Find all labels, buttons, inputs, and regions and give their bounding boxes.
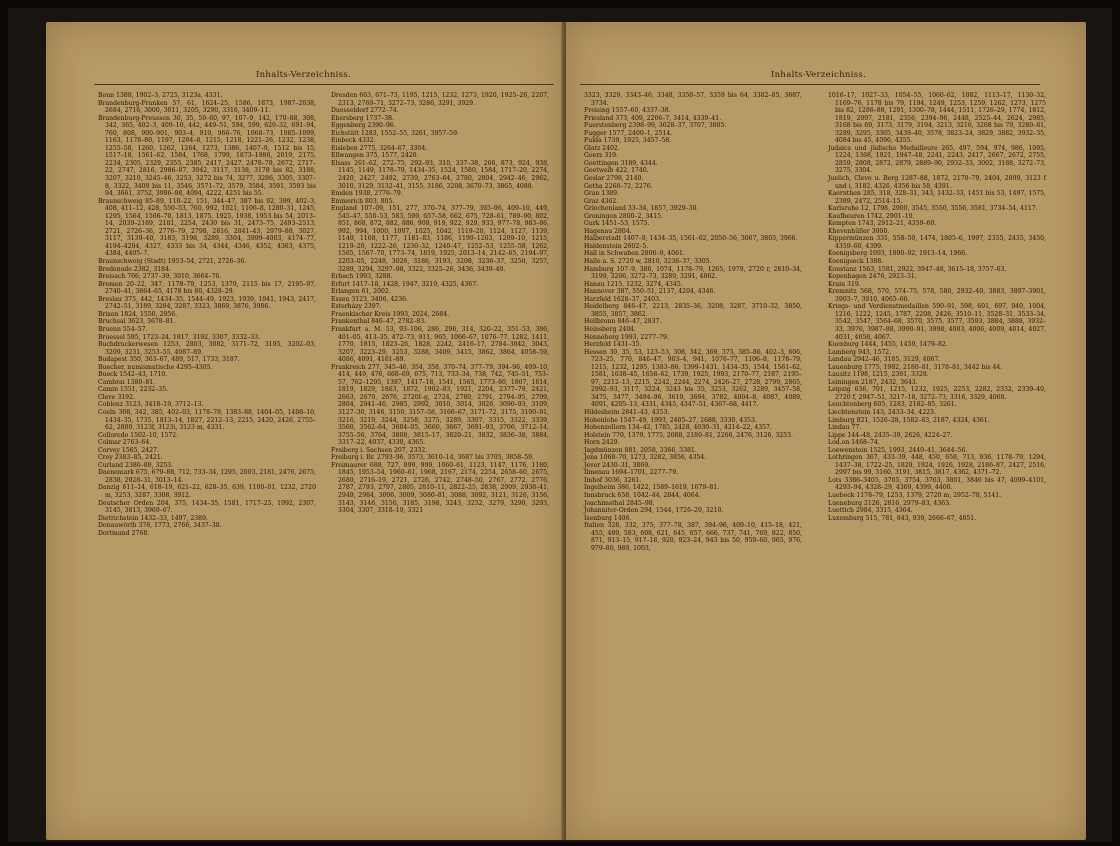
- index-entry: Khevenhüller 3000.: [828, 227, 890, 235]
- index-entry: Kippermünzen 331, 558–59, 1474, 1805–6, 1997, 2355, 2435, 3450, 4359–60, 4399.: [828, 235, 1046, 250]
- index-entry: Duesseldorf 2772–74.: [331, 107, 399, 115]
- index-entry: 3323, 3329, 3343–46, 3348, 3350–57, 3359 bis 64, 3382–85, 3687, 3734.: [584, 92, 802, 107]
- index-entry: Leuchtenberg 605, 1283, 2182–85, 3261.: [828, 401, 957, 409]
- index-entry: Kaernthen 285, 318, 328–31, 343, 1432–33, 1451 bis 53, 1497, 1575, 2389, 2472, 2514–15.: [828, 190, 1046, 205]
- index-entry: Emmerich 803, 805.: [331, 197, 395, 205]
- index-entry: Ellwangen 375, 1577, 2420.: [331, 152, 419, 160]
- index-entry: Emden 1938, 2776–79.: [331, 190, 403, 198]
- index-entry: Coeln 308, 342, 385, 402–03, 1178–79, 1383–88, 1404–05, 1408–10, 1434–35, 1735, 1813–14, 1827, 2212–13, 2215, 2420, 2426, 2755–62, 2800, 3123f, 3123i, 3123 m, 4331.: [98, 408, 316, 432]
- index-entry: Cambrai 1380–81.: [98, 378, 156, 386]
- index-entry: Frankfurt a. M. 53, 93–106, 286, 296, 314, 320–22, 351–53, 386, 401–05, 413–35, 472–73, 911, 965, 1066–67, 1076–77, 1282, 1411, 1770, 1815, 1823–26, 1828, 2242, 2416–17, 2784–3042, 3043, 3207, 3223–29, 3253, 3288, 3409, 3415, 3862, 3864, 4058–59, 4086, 4091, 4181–89.: [331, 325, 549, 364]
- index-entry: Budapest 350, 363–67, 489, 517, 1733, 3187.: [98, 356, 240, 364]
- index-entry: Hohenlohe 1547–49, 1993, 2405–27, 2688, 3330, 4353.: [584, 416, 757, 424]
- index-entry: Kriegs- und Verdienstmedaillen 590–91, 598, 601, 697, 940, 1004, 1216, 1222, 1245, 1787, 2208, 2426, 3510–11, 3528–31, 3533–34, 3542, 3547, 3564–68, 3570, 3575, 3577, 3593, 3884, 3888, 3932–33, 3976, 3987–88, 3990–91, 3998, 4003, 4006, 4009, 4014, 4027, 4031, 4058, 4067.: [828, 303, 1046, 341]
- index-entry: Halberstadt 1407–9, 1434–35, 1561–62, 2050–56, 3067, 3803, 3966.: [584, 235, 798, 243]
- index-entry: Leipzig 636, 701, 1215, 1232, 1925, 2253, 2282, 2332, 2339–40, 2720 f, 2947–51, 3217–18, 3272–73, 3316, 3329, 4068.: [828, 386, 1046, 401]
- index-entry: Hanau 1215, 1232, 3274, 4345.: [584, 280, 683, 288]
- index-entry: Innsbruck 658, 1042–44, 2844, 4064.: [584, 491, 701, 499]
- index-entry: Fraenkischer Kreis 1993, 2024, 2684.: [331, 310, 450, 318]
- index-entry: Gotha 2268–72, 2276.: [584, 182, 653, 190]
- index-entry: Heinsberg 2404.: [584, 325, 637, 333]
- index-entry: Erlangen 61, 2002.: [331, 288, 391, 296]
- index-entry: Imhof 3036, 3261.: [584, 476, 642, 484]
- index-entry: Lindau 77.: [828, 424, 862, 432]
- index-entry: Haldenstein 2602–5.: [584, 242, 649, 250]
- index-entry: Buecher, numismatische 4295–4305.: [98, 363, 213, 371]
- index-entry: Graz 4362.: [584, 197, 619, 205]
- index-column-1: [98, 92, 316, 537]
- index-entry: Dietrichstein 1432–33, 1497, 2389.: [98, 514, 208, 522]
- index-entry: Erbach 1993, 3288.: [331, 273, 393, 281]
- index-entry: Bruenn 554–57.: [98, 325, 148, 333]
- index-entry: Bruessel 595, 1723–24, 1817, 3192, 3307, 3332–33.: [98, 333, 260, 341]
- index-entry: Freimaurer 688, 727, 899, 999, 1060–61, 1123, 1147, 1176, 1180, 1845, 1953–54, 1960–61, 1968, 2167, 2174, 2254, 2658–60, 2675, 2680, 2716–19, 2721, 2726, 2742, 2748–50, 2767, 2772, 2776, 2787, 2793, 2797, 2805, 2810–11, 2822–25, 2838, 2909, 2938–41, 2949, 2984, 3006, 3009, 3080–81, 3088, 3092, 3121, 3126, 3156, 3143, 3146, 3156, 3185, 3198, 3243, 3252, 3279, 3290, 3293, 3304, 3307, 3318–19, 3321: [331, 461, 549, 515]
- index-entry: Bredenode 2382, 3184.: [98, 265, 171, 273]
- index-entry: Hohenzollern 134–42, 1785, 2428, 4030–31, 4214–22, 4357.: [584, 424, 772, 432]
- index-entry: Frankenthal 846–47, 2782–83.: [331, 318, 427, 326]
- index-entry: Johanniter-Orden 294, 1544, 1726–29, 3210.: [584, 507, 724, 515]
- index-entry: Hall in Schwaben 2806–9, 4061.: [584, 250, 685, 258]
- index-entry: Halle a. S. 2720 w, 2810, 3236–37, 3305.: [584, 258, 712, 266]
- index-entry: Bruchsal 3623, 3678–81.: [98, 318, 176, 326]
- index-entry: Luebeck 1178–79, 1253, 1379, 2720 m, 2952–78, 5141.: [828, 491, 1002, 499]
- index-entry: Ebersberg 1737–38.: [331, 114, 394, 122]
- index-entry: Kaufbeuren 1742, 2901–10.: [828, 212, 915, 220]
- index-column-2: [331, 92, 549, 515]
- index-entry: Hannover 387, 550–51, 2137, 4204, 4346.: [584, 288, 716, 296]
- index-entry: Krain 319.: [828, 280, 861, 288]
- index-entry: Breslau 375, 442, 1434–35, 1544–49, 1923, 1939, 1941, 1943, 2417, 2742–51, 3189, 3284, 3287, 3323, 3869, 3876, 3986.: [98, 295, 316, 311]
- index-entry: Fuerstenberg 2398–99, 3628–37, 3707, 3805.: [584, 122, 727, 130]
- index-entry: England 107–09, 151, 277, 370–74, 377–79, 395–96, 409–10, 449, 545–47, 550–53, 583, 599, 657–58, 662, 675, 728–61, 789–90, 802, 851, 868, 872, 882, 886, 908, 919, 922, 929, 933, 977–78, 983–86, 992, 994, 1000, 1007, 1025, 1042, 1119–20, 1124, 1127, 1139, 1149, 1168, 1177, 1181–83, 1186, 1199–1203, 1209–10, 1215, 1219–20, 1222–26, 1230–32, 1240–47, 1252–53, 1255–58, 1262, 1565, 1567–70, 1773–74, 1819, 1925, 2013–14, 2142–65, 2194–97, 2203–05, 2248, 3026, 3186, 3193, 3208, 3236–37, 3250, 3257, 3289, 3294, 3297–98, 3322, 3325–26, 3436, 3439–40.: [331, 205, 549, 273]
- index-entry: Camin 1551, 2232–35.: [98, 386, 169, 394]
- index-entry: Griechenland 33–34, 1857, 3929–30.: [584, 205, 699, 213]
- index-entry: Jever 2430–31, 3869.: [584, 461, 651, 469]
- index-entry: Heilbronn 846–47, 2837.: [584, 318, 662, 326]
- index-entry: Colloredo 1502–10, 1572.: [98, 431, 179, 439]
- index-entry: Eichstätt 1283, 1552–55, 3261, 3957–59.: [331, 129, 459, 137]
- index-entry: Bonn 1388, 1902–3, 2725, 3123a, 4331.: [98, 92, 223, 99]
- index-entry: Donauwörth 378, 1773, 2766, 3437–38.: [98, 522, 222, 530]
- book-spread: [8, 8, 1112, 842]
- index-entry: Cleve 3192.: [98, 393, 135, 401]
- index-entry: Hessen 30, 35, 53, 123–53, 308, 342, 369, 375, 385–86, 402–3, 606, 723–25, 770, 846–47, 903–4, 941, 1076–77, 1106–8, 1178–79, 1215, 1232, 1295, 1383–86, 1399–1431, 1434–35, 1544, 1561–62, 1581, 1638–45, 1658–62, 1739, 1925, 1993, 2170–77, 2187, 2195–97, 2212–13, 2215, 2242, 2244, 2274, 2426–27, 2728, 2799, 2865, 2992–93, 3117, 3224, 3243 bis 35, 3253, 3262, 3289, 3457–58, 3475, 3477, 3494–96, 3619, 3694, 3782, 4004–8, 4087, 4089, 4091, 4205–13, 4331, 4345, 4347–51, 4367–68, 4417.: [584, 348, 802, 409]
- index-entry: Erfurt 1417–18, 1428, 1947, 3219, 4325, 4367.: [331, 280, 479, 288]
- index-entry: Eggenberg 2390–96.: [331, 122, 396, 130]
- index-column-3: [584, 92, 802, 552]
- index-entry: Gran 1389.: [584, 190, 619, 198]
- index-entry: Landau 2942–46, 3185, 3129, 4067.: [828, 356, 941, 364]
- index-entry: Dresden 663, 671–73, 1195, 1215, 1232, 1273, 1920, 1925–26, 2207, 2313, 2769–71, 3272–73, 3286, 3291, 3929.: [331, 92, 549, 107]
- index-entry: Juelich, Cleve u. Berg 1287–88, 1872, 2178–79, 2404, 2899, 3123 f und i, 3182, 4326, 4356 bis 58, 4391.: [828, 175, 1046, 190]
- left-page-header: Inhalts-Verzeichniss.: [256, 70, 351, 80]
- index-entry: Essen 3123, 3406, 4236.: [331, 295, 408, 303]
- index-entry: Goettingen 3189, 4344.: [584, 159, 658, 167]
- index-entry: Lueneburg 2126, 2816, 2979–83, 4363.: [828, 499, 952, 507]
- index-entry: Croy 2383–85, 2421.: [98, 454, 163, 462]
- index-entry: Holstein 770, 1379, 1775, 2088, 2180–81, 2266, 2476, 3126, 3253.: [584, 431, 793, 439]
- index-entry: Curland 2386–88, 3253.: [98, 461, 174, 469]
- index-entry: Konstanz 1563, 1581, 2922, 3947–48, 3615–18, 3757–63.: [828, 265, 1007, 273]
- index-entry: Koenigsberg 1093, 1890–92, 1913–14, 1966.: [828, 250, 968, 258]
- right-header-rule: [580, 84, 1040, 85]
- index-entry: Ilmenau 1694–1701, 2277–79.: [584, 469, 679, 477]
- index-entry: Breisach 766, 2737–39, 3010, 3664–76.: [98, 273, 222, 281]
- index-entry: Daenemark 675, 679–88, 712, 733–34, 1295, 2003, 2181, 2476, 2675, 2838, 2928–31, 3013–14.: [98, 469, 316, 484]
- index-entry: Koenigseck 1388.: [828, 258, 884, 266]
- index-entry: Joachimsthal 2845–98.: [584, 499, 655, 507]
- index-entry: Eisleben 2775, 3264–67, 3304.: [331, 144, 428, 152]
- index-entry: Hamburg 107–9, 386, 1074, 1178–79, 1265, 1979, 2720 r, 2810–34, 3199, 3206, 3272–73, 3289, 3291, 4062.: [584, 265, 802, 281]
- index-entry: Lod.on 1468–74.: [828, 439, 880, 447]
- index-entry: Jagdmünzen 881, 2058, 3366, 3381.: [584, 446, 697, 454]
- index-entry: Freiburg i. Br. 2793–96, 3573, 3610–14, 3687 bis 3705, 3858–59.: [331, 454, 534, 462]
- index-entry: Heidelberg 846–47, 2213, 2835–36, 3208, 3287, 3710–32, 3850, 3855, 3857, 3862.: [584, 303, 802, 318]
- index-entry: Harzfeld 1628–37, 2403.: [584, 295, 661, 303]
- index-entry: Lothringen 367, 433–39, 448, 450, 658, 713, 936, 1178–79, 1294, 1437–38, 1722–25, 1829, 1924, 1926, 1928, 2186–87, 2427, 2516, 2997 bis 99, 3160, 3191, 3815, 3817, 4362, 4371–72.: [828, 454, 1046, 477]
- index-entry: Lausitz 1198, 1215, 2301, 3329.: [828, 371, 929, 379]
- index-entry: Hagenau 2804.: [584, 227, 632, 235]
- index-entry: Buchdruckerwesen 1253, 2803, 3082, 3171–72, 3195, 3202–03, 3209, 3231, 3253–55, 4087–89.: [98, 341, 316, 356]
- index-column-4: [828, 92, 1046, 522]
- index-entry: Horn 2429.: [584, 439, 620, 447]
- index-entry: Luettich 2984, 3315, 4364.: [828, 507, 913, 515]
- index-entry: Judaica und jüdische Medailleure 265, 497, 594, 974, 986, 1095, 1224, 1368, 1921, 1947–48, 2241, 2243, 2417, 2667, 2672, 2755, 2859, 2808, 2872, 2879, 2889–90, 2932–33, 3002, 3188, 3272–73, 3275, 3304.: [828, 144, 1046, 175]
- index-entry: Brandenburg-Franken 57, 61, 1624–25, 1586, 1873, 1987–2038, 2684, 2716, 3000, 3011, 3205, 3290, 3316, 3409–11.: [98, 99, 316, 115]
- index-entry: Leiningen 2187, 2432, 3643.: [828, 378, 918, 386]
- index-entry: Freiberg i. Sachsen 207, 2332.: [331, 446, 428, 454]
- index-entry: Frankreich 277, 345–46, 354, 358, 370–74, 377–79, 394–96, 409–10, 414, 449, 476, 668–69, 675, 713, 733–34, 738, 742, 745–51, 753–57, 762–1295, 1387, 1417–18, 1541, 1565, 1773–80, 1807, 1814, 1819, 1829, 1863, 1872, 1902–03, 1921, 2204, 2377–79, 2421, 2663, 2670, 2676, 2720f–g, 2724, 2780, 2791, 2794–95, 2799, 2804, 2941–46, 2985, 2992, 3010, 3014, 3026, 3090–93, 3109, 3127–30, 3146, 3150, 3157–58, 3166–67, 3171–72, 3175, 3190–91, 3216, 3219, 3244, 3258, 3275, 3289, 3307, 3315, 3322, 3339, 3560, 3562–64, 3604–05, 3660, 3667, 3691–93, 3706, 3712–14, 3755–56, 3764, 3808, 3815–17, 3820–21, 3832, 3836–38, 3884, 3317–22, 4037, 4330, 4365.: [331, 363, 549, 447]
- index-entry: Lippe 144–48, 2435–39, 2626, 4224–27.: [828, 431, 953, 439]
- index-entry: Fugger 1577, 2400–1, 2514.: [584, 129, 673, 137]
- right-page-header: Inhalts-Verzeichniss.: [771, 70, 866, 80]
- left-page: [46, 22, 564, 840]
- index-entry: Karlsruhe 12, 1798, 2900, 3545, 3550, 3556, 3581, 3734–54, 4117.: [828, 205, 1038, 213]
- index-entry: Lots 3386–3405, 3705, 3754, 3763, 3801, 3846 bis 47, 4099–4101, 4293–94, 4328–29, 4369, 4399, 4400.: [828, 476, 1046, 492]
- index-entry: 1016–17, 1027–33, 1054–55, 1060–62, 1082, 1113–17, 1130–32, 1169–76, 1178 bis 79, 1194, 1249, 1253, 1259, 1262, 1273, 1275 bis 82, 1286–88, 1291, 1300–78, 1444, 1511, 1726–29, 1774, 1812, 1819, 2097, 2181, 2356, 2394–96, 2448, 2525–44, 2624, 2985, 3168 bis 69, 3173, 3179, 3194, 3213, 3216, 3268 bis 70, 3280–81, 3289, 3295, 3305, 3439–40, 3578, 3823–24, 3829, 3882, 3932–35, 4084 bis 45, 4096, 4355.: [828, 92, 1046, 145]
- index-entry: Lauenburg 1775, 1982, 2180–81, 3178–81, 3442 bis 44.: [828, 363, 1003, 371]
- index-entry: Kopenhagen 2476, 2923–31.: [828, 273, 917, 281]
- index-entry: Goerz 319.: [584, 152, 619, 160]
- index-entry: Braunschweig 85–89, 110–22, 151, 344–47, 387 bis 92, 399, 402–3, 408, 411–12, 428, 550–53, 760, 992, 1021, 1106–8, 1280–31, 1245, 1295, 1564, 1566–70, 1813, 1875, 1925, 1938, 1953 bis 54, 2013–14, 2039–2169, 2181, 2254, 2430 bis 31, 2473–75, 2493–2513, 2721, 2726–36, 2776–79, 2798, 2816, 2841–43, 2979–88, 3027, 3117, 3139–40, 3183, 3198, 3289, 3304, 3999–4003, 4174–77, 4194–4204, 4327, 4333 bis 34, 4344, 4346, 4352, 4363, 4375, 4384, 4405–7.: [98, 197, 316, 258]
- left-header-rule: [94, 84, 554, 85]
- index-entry: Kremnitz 568, 570, 574–75, 578, 580, 2932–40, 3883, 3897–3901, 3903–7, 3910, 4065–66.: [828, 288, 1046, 303]
- index-entry: Liechtenstein 143, 2433–34, 4223.: [828, 408, 936, 416]
- index-entry: Freising 1557–60, 4337–38.: [584, 107, 671, 115]
- index-entry: Danzig 611–14, 618–19, 621–22, 628–35, 639, 1100–01, 1232, 2720 m, 3253, 3287, 3308, 3912.: [98, 484, 316, 499]
- index-entry: Loewenstein 1525, 1993, 2440–41, 3644–56.: [828, 446, 968, 454]
- index-entry: Herzfeld 1431–35.: [584, 341, 642, 349]
- index-entry: Kuenburg 1444, 1455, 1459, 1479–82.: [828, 341, 948, 349]
- index-entry: Goslar 2798, 2140.: [584, 175, 644, 183]
- index-entry: Kempten 1743, 2912–21, 4359–60.: [828, 220, 937, 228]
- index-entry: Fulda 1739, 1925, 3457–58.: [584, 137, 672, 145]
- index-entry: Lamberg 943, 1572.: [828, 348, 892, 356]
- index-entry: Corvey 1565, 2427.: [98, 446, 159, 454]
- index-entry: Italien 328, 332, 375, 377–78, 387, 394–96, 409–10, 415–18, 421, 455, 489, 583, 608, 621, 645, 657, 666, 737, 741, 769, 822, 850, 871, 913–15, 917–18, 920, 923–24, 943 bis 50, 959–60, 965, 976, 979–80, 989, 1003,: [584, 522, 802, 552]
- index-entry: Henneberg 1993, 2277–79.: [584, 333, 669, 341]
- index-entry: Brixen 1824, 1550, 2956.: [98, 310, 178, 318]
- index-entry: Friesland 373, 409, 2206–7, 3414, 4339–41.: [584, 114, 722, 122]
- index-entry: Glatz 2402.: [584, 144, 620, 152]
- index-entry: Gurk 1451–53, 1575.: [584, 220, 650, 228]
- index-entry: Braunschweig (Stadt) 1953–54, 2721, 2726–36.: [98, 258, 247, 266]
- index-entry: Limburg 821, 1526–28, 1582–83, 2187, 4324, 4361.: [828, 416, 990, 424]
- index-entry: Luxemburg 515, 781, 843, 939, 2666–67, 4051.: [828, 514, 977, 522]
- index-entry: Elsass 261–62, 272–75, 292–93, 310, 337–38, 266, 873, 924, 938, 1145, 1149, 1178–79, 1434–35, 1524, 1580, 1584, 1717–20, 2274, 2420, 2427, 2492, 2739, 2763–64, 2780, 2804, 2942–46, 2962, 3010, 3129, 3132–41, 3155, 3186, 3208, 3670–73, 3865, 4088.: [331, 159, 549, 190]
- index-entry: Dortmund 2768.: [98, 529, 150, 537]
- index-entry: Isenburg 1406.: [584, 514, 632, 522]
- index-entry: Colmar 2763–64.: [98, 439, 152, 447]
- index-entry: Goetweih 422, 1740.: [584, 167, 649, 175]
- index-entry: Einbeck 4332.: [331, 137, 376, 145]
- index-entry: Bueck 1542–43, 1710.: [98, 371, 168, 379]
- index-entry: Esterházy 2397.: [331, 303, 382, 311]
- index-entry: Ingelheim 386, 1422, 1589–1619, 1679–81.: [584, 484, 720, 492]
- index-entry: Brandenburg-Preussen 30, 35, 59–60, 97, 107–9, 142, 170–88, 308, 342, 365, 402–3, 409–10, 442, 449–51, 594, 599, 629–32, 691–94, 760, 808, 900–901, 903–4, 919, 966–76, 1068–73, 1085–1099, 1163, 1178–80, 1197, 1204–8, 1215, 1218, 1221–26, 1232, 1238, 1255–58, 1260, 1262, 1264, 1273, 1386, 1407–9, 1512 bis 15, 1517–18, 1561–62, 1584, 1768, 1799, 1873–1986, 2019, 2175, 2234, 2305, 2329, 2355, 2385, 2417, 2427, 2478–79, 2672, 2717–22, 2747, 2816, 2986–87, 3042, 3117, 3138, 3178 bis 82, 3188, 3207, 3210, 3245–46, 3253, 3272 bis 74, 3277, 3286, 3305, 3307–8, 3322, 3409 bis 11, 3546, 3571–72, 3579, 3584, 3591, 3593 bis 94, 3661, 3752, 3986–98, 4094, 4222, 4251 bis 55.: [98, 114, 316, 198]
- index-entry: Groningen 2800–2, 3415.: [584, 212, 663, 220]
- index-entry: Coblenz 3123, 3418–19, 3712–13.: [98, 401, 204, 409]
- index-entry: Jena 1068–70, 1273, 3282, 3856, 4354.: [584, 454, 707, 462]
- index-entry: Deutscher Orden 204, 375, 1434–35, 1581, 1717–25, 1992, 2307, 3145, 3813, 3969–67.: [98, 499, 316, 515]
- index-entry: Hildesheim 2841–43, 4353.: [584, 408, 670, 416]
- index-entry: Bremen 20–22, 347, 1178–79, 1253, 1379, 2115 bis 17, 2195–97, 2740–41, 3664–65, 4178 bis 80, 4328–29.: [98, 280, 316, 296]
- right-page: [566, 22, 1086, 840]
